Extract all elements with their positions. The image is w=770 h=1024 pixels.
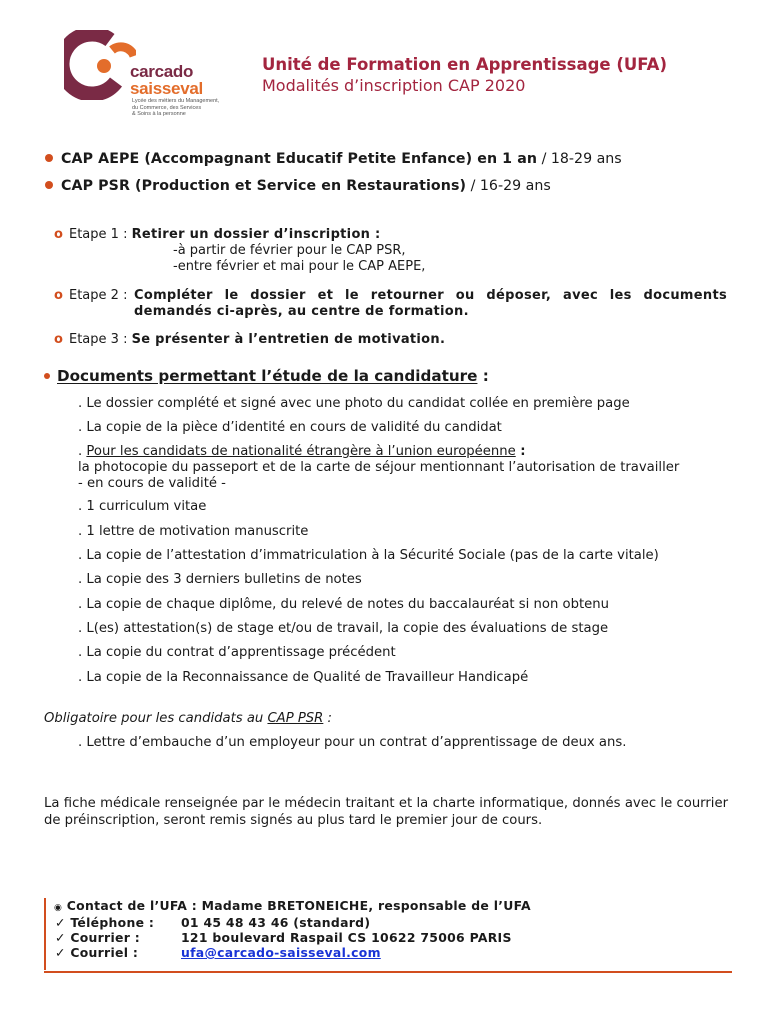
page-subtitle: Modalités d’inscription CAP 2020 — [262, 76, 526, 95]
documents-title: Documents permettant l’étude de la candidature : — [57, 367, 489, 385]
program-psr: CAP PSR (Production et Service en Restaurations) / 16-29 ans — [61, 178, 551, 194]
psr-item: . Lettre d’embauche d’un employeur pour un contrat d’apprentissage de deux ans. — [78, 735, 627, 750]
step-2-line1: Compléter le dossier et le retourner ou déposer, avec les documents — [134, 288, 727, 303]
step-2-label: Etape 2 : — [69, 288, 128, 303]
doc-item: . La copie de la Reconnaissance de Qualité de Travailleur Handicapé — [78, 670, 529, 685]
psr-requirement: Obligatoire pour les candidats au CAP PSR : — [44, 711, 332, 726]
step-bullet: o — [54, 227, 63, 242]
logo-mark — [64, 30, 136, 100]
doc-item: . La copie de la pièce d’identité en cours de validité du candidat — [78, 420, 502, 435]
contact-phone: 01 45 48 43 46 (standard) — [181, 915, 371, 930]
check-icon: ✓ — [55, 930, 66, 945]
step-3: Etape 3 : Se présenter à l’entretien de motivation. — [69, 332, 446, 347]
check-icon: ✓ — [55, 945, 66, 960]
doc-item-foreign-validity: - en cours de validité - — [78, 476, 226, 491]
doc-item: . 1 curriculum vitae — [78, 499, 207, 514]
bullet-dot — [44, 373, 50, 379]
medical-note: La fiche médicale renseignée par le médecin traitant et la charte informatique, donnés avec le courrier de préinscription, seront remis signés au plus tard le premier jour de cours. — [44, 796, 728, 828]
program-aepe: CAP AEPE (Accompagnant Educatif Petite Enfance) en 1 an / 18-29 ans — [61, 151, 622, 167]
logo-tagline: Lycée des métiers du Management, du Commerce, des Services & Soins à la personne — [132, 98, 220, 117]
logo-name-carcado: carcado — [130, 62, 194, 81]
bullet-dot — [45, 154, 53, 162]
contact-mail-label: ✓ Courrier : — [55, 930, 140, 945]
logo-name-saisseval: saisseval — [130, 79, 203, 98]
doc-item: . La copie de l’attestation d’immatriculation à la Sécurité Sociale (pas de la carte vitale) — [78, 548, 659, 563]
doc-item: . L(es) attestation(s) de stage et/ou de travail, la copie des évaluations de stage — [78, 621, 609, 636]
doc-item-foreign-detail: la photocopie du passeport et de la carte de séjour mentionnant l’autorisation de travailler — [78, 460, 680, 475]
step-1-detail-aepe: -entre février et mai pour le CAP AEPE, — [173, 259, 426, 274]
check-icon: ✓ — [55, 915, 66, 930]
doc-item: . La copie du contrat d’apprentissage précédent — [78, 645, 396, 660]
contact-header: ◉ Contact de l’UFA : Madame BRETONEICHE, responsable de l’UFA — [54, 898, 531, 913]
contact-email-label: ✓ Courriel : — [55, 945, 139, 960]
step-bullet: o — [54, 288, 63, 303]
contact-icon: ◉ — [54, 903, 63, 913]
step-2-line2: demandés ci-après, au centre de formation. — [134, 304, 469, 319]
page-title: Unité de Formation en Apprentissage (UFA) — [262, 55, 667, 74]
doc-item: . La copie des 3 derniers bulletins de notes — [78, 572, 362, 587]
bullet-dot — [45, 181, 53, 189]
contact-border-left — [44, 898, 46, 970]
contact-email-link[interactable]: ufa@carcado-saisseval.com — [181, 945, 381, 960]
doc-item: . La copie de chaque diplôme, du relevé de notes du baccalauréat si non obtenu — [78, 597, 609, 612]
contact-phone-label: ✓ Téléphone : — [55, 915, 155, 930]
step-1: Etape 1 : Retirer un dossier d’inscription : — [69, 227, 381, 242]
contact-address: 121 boulevard Raspail CS 10622 75006 PARIS — [181, 930, 512, 945]
doc-item: . Le dossier complété et signé avec une photo du candidat collée en première page — [78, 396, 630, 411]
doc-item-foreign: . Pour les candidats de nationalité étrangère à l’union européenne : — [78, 444, 526, 459]
step-1-detail-psr: -à partir de février pour le CAP PSR, — [173, 243, 406, 258]
doc-item: . 1 lettre de motivation manuscrite — [78, 524, 309, 539]
contact-border-bottom — [44, 971, 732, 973]
step-bullet: o — [54, 332, 63, 347]
